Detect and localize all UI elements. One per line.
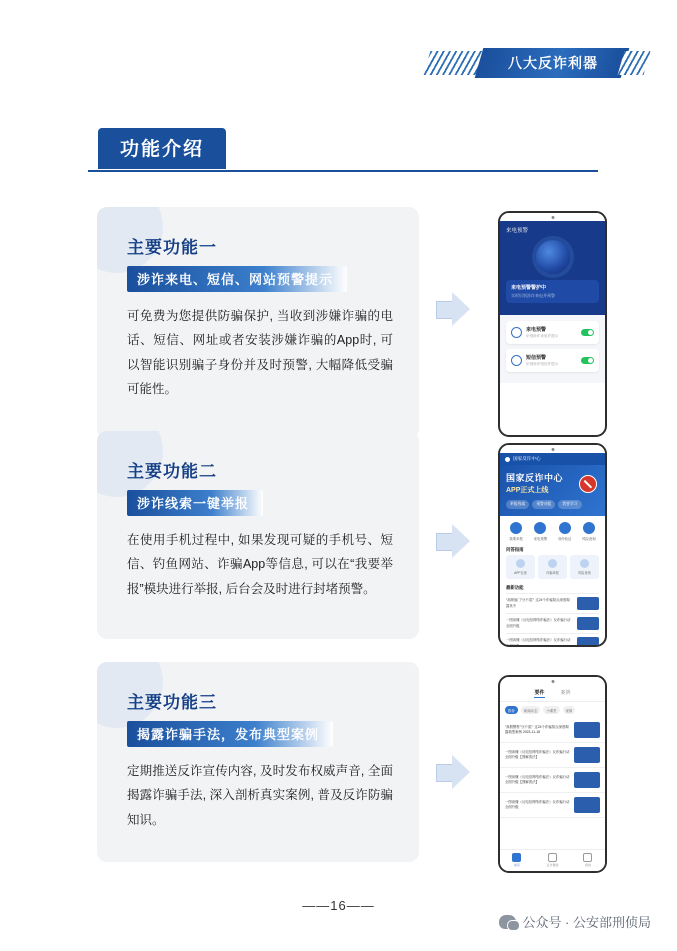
book-icon	[548, 853, 557, 862]
phone-one-card-title: 来电预警警护中	[511, 285, 547, 291]
quick-action[interactable]	[534, 522, 548, 541]
user-icon	[583, 853, 592, 862]
list-item-desc: 识别涉诈短信并提示	[526, 362, 559, 366]
phone-one-status-title: 来电预警	[506, 228, 529, 234]
tile[interactable]	[506, 555, 535, 579]
tab-cases[interactable]: 案例	[560, 690, 571, 696]
search-icon	[580, 559, 589, 568]
phone-two-hero-buttons	[506, 500, 599, 509]
list-item[interactable]	[500, 793, 605, 818]
arrow-right-icon	[436, 755, 470, 789]
app-check-icon	[516, 559, 525, 568]
message-icon	[511, 355, 522, 366]
phone-one-settings-list	[500, 315, 605, 383]
section-title: 功能介绍	[98, 128, 226, 169]
phone-mockup-one	[498, 211, 607, 437]
arrow-right-icon	[436, 292, 470, 326]
list-item-desc: 识别涉诈来电并提示	[526, 334, 559, 338]
feature-three-body: 定期推送反诈宣传内容, 及时发布权威声音, 全面揭露诈骗手法, 深入剖析真实案例, 普及反诈防骗知识。	[127, 764, 393, 827]
phone-two-quick-actions	[500, 516, 605, 545]
risk-search-icon	[583, 522, 595, 534]
app-logo-icon	[505, 457, 510, 462]
feature-card-three	[97, 662, 419, 862]
quick-action[interactable]	[582, 522, 596, 541]
phone-one-card-subtitle: 实时识别涉诈来电并预警	[511, 293, 555, 298]
nav-item-home[interactable]	[512, 853, 521, 867]
article-text: 一图读懂《反电信网络诈骗法》反诈骗行动全面升级【图解普法】	[505, 774, 570, 784]
feature-one-subtitle: 涉诈来电、短信、网站预警提示	[127, 266, 347, 292]
section-title-underline	[88, 170, 598, 172]
phone-one-protection-card	[506, 280, 599, 303]
nav-item-profile[interactable]	[583, 853, 592, 867]
phone-mockup-three	[498, 675, 607, 873]
phone-two-hero-title: 国家反诈中心	[506, 473, 564, 483]
toggle-switch[interactable]	[581, 357, 594, 364]
nav-label: 反诈课堂	[546, 863, 559, 867]
article-text: 一图读懂《反电信网络诈骗法》反诈骗行动全面升级	[505, 799, 570, 809]
tile-label: 风险查询	[578, 571, 591, 575]
id-verify-icon	[559, 522, 571, 534]
watermark-text: 公众号 · 公安部刑侦局	[522, 915, 651, 930]
tile[interactable]	[538, 555, 567, 579]
nav-label: 我的	[584, 863, 591, 867]
article-thumbnail	[574, 772, 600, 788]
quick-action-label: 身份验证	[557, 537, 572, 541]
feature-card-two	[97, 431, 419, 639]
page-number: ——16——	[302, 898, 375, 913]
news-thumbnail	[577, 597, 599, 610]
phone-three-tabs	[500, 685, 605, 702]
quick-action-label: 来电预警	[533, 537, 548, 541]
quick-action[interactable]	[558, 522, 572, 541]
wechat-icon	[499, 915, 516, 929]
feature-one-heading: 主要功能一	[127, 238, 217, 257]
phone-notch	[500, 213, 605, 221]
article-thumbnail	[574, 722, 600, 738]
list-item[interactable]	[506, 593, 599, 613]
feature-three-heading: 主要功能三	[127, 693, 217, 712]
phone-two-hero-subtitle: APP正式上线	[506, 487, 549, 494]
quick-action-label: 我要举报	[509, 537, 523, 541]
hero-button[interactable]: 我要学习	[558, 500, 581, 509]
phone-two-app-name: 国家反诈中心	[513, 456, 541, 461]
list-item-name: 来电预警	[526, 327, 547, 333]
article-thumbnail	[574, 747, 600, 763]
chip-classroom[interactable]: 小课堂	[543, 706, 559, 714]
phone-notch	[500, 677, 605, 685]
article-text: 一图读懂《反电信网络诈骗法》反诈骗行动全面升级【图解普法】	[505, 749, 570, 759]
list-item[interactable]	[500, 743, 605, 768]
chip-video[interactable]: 视频	[563, 706, 576, 714]
alert-icon	[534, 522, 546, 534]
tile[interactable]	[570, 555, 599, 579]
arrow-right-icon	[436, 524, 470, 558]
banner-hatch-right-decoration	[618, 51, 651, 75]
feature-two-subtitle: 涉诈线索一键举报	[127, 490, 263, 516]
list-item-name: 短信预警	[526, 355, 547, 361]
feature-one-body: 可免费为您提供防骗保护, 当收到涉嫌诈骗的电话、短信、网址或者安装涉嫌诈骗的App时, 可以智能识别骗子身份并及时预警, 大幅降低受骗可能性。	[127, 309, 393, 397]
hero-button[interactable]: 举报线索	[506, 500, 529, 509]
phone-two-hero-banner	[500, 465, 605, 516]
news-text: “高颜值门”分不清？这24个诈骗窝点深度揭露其中	[506, 598, 570, 608]
phone-three-bottom-nav	[500, 849, 605, 871]
phone-one-header	[500, 221, 605, 315]
news-text: 一图读懂《反电信网络诈骗法》反诈骗行动全面升级	[506, 638, 571, 647]
chip-recommended[interactable]: 推荐	[505, 706, 518, 714]
list-item[interactable]	[506, 349, 599, 372]
list-item[interactable]	[500, 768, 605, 793]
nav-label: 首页	[513, 863, 520, 867]
phone-two-app-bar	[500, 453, 605, 465]
news-text: 一图读懂《反电信网络诈骗法》反诈骗行动全面升级	[506, 618, 571, 628]
chip-news[interactable]: 新闻动态	[521, 706, 541, 714]
article-text: “真假警察”分不清？这24个诈骗窝点深度揭露典型案例 2023-11-18	[505, 724, 569, 734]
list-item[interactable]	[506, 321, 599, 344]
list-item[interactable]	[506, 633, 599, 647]
quick-action[interactable]	[509, 522, 523, 541]
hero-button[interactable]: 预警劝阻	[532, 500, 555, 509]
tile-label: APP自查	[514, 571, 527, 575]
tab-news[interactable]: 要件	[534, 690, 545, 696]
feature-card-one	[97, 207, 419, 439]
list-item[interactable]	[506, 613, 599, 633]
header-banner	[427, 48, 647, 78]
phone-two-news-title: 最新功能	[506, 585, 524, 590]
phone-two-tile-row	[500, 555, 605, 583]
fraud-report-icon	[548, 559, 557, 568]
feature-two-heading: 主要功能二	[127, 462, 217, 481]
news-thumbnail	[577, 617, 599, 630]
feature-two-body: 在使用手机过程中, 如果发现可疑的手机号、短信、钓鱼网站、诈骗App等信息, 可以在“我要举报”模块进行举报, 后台会及时进行封堵预警。	[127, 533, 393, 596]
banner-title: 八大反诈利器	[508, 55, 598, 71]
phone-icon	[511, 327, 522, 338]
shield-globe-icon	[536, 240, 570, 274]
feature-three-subtitle: 揭露诈骗手法，发布典型案例	[127, 721, 333, 747]
phone-two-section-title: 问答指南	[506, 547, 524, 552]
section-title-area	[88, 128, 598, 172]
phone-three-filter-chips	[500, 702, 605, 718]
watermark	[499, 912, 651, 931]
news-thumbnail	[577, 637, 599, 647]
home-icon	[512, 853, 521, 862]
phone-mockup-two	[498, 443, 607, 647]
phone-notch	[500, 445, 605, 453]
phone-two-news-list	[500, 593, 605, 647]
list-item[interactable]	[500, 718, 605, 743]
article-thumbnail	[574, 797, 600, 813]
nav-item-classroom[interactable]	[546, 853, 558, 867]
stop-fraud-icon	[579, 475, 597, 493]
report-icon	[510, 522, 522, 534]
tile-label: 诈骗举报	[546, 571, 559, 575]
quick-action-label: 风险查询	[582, 537, 596, 541]
toggle-switch[interactable]	[581, 329, 594, 336]
